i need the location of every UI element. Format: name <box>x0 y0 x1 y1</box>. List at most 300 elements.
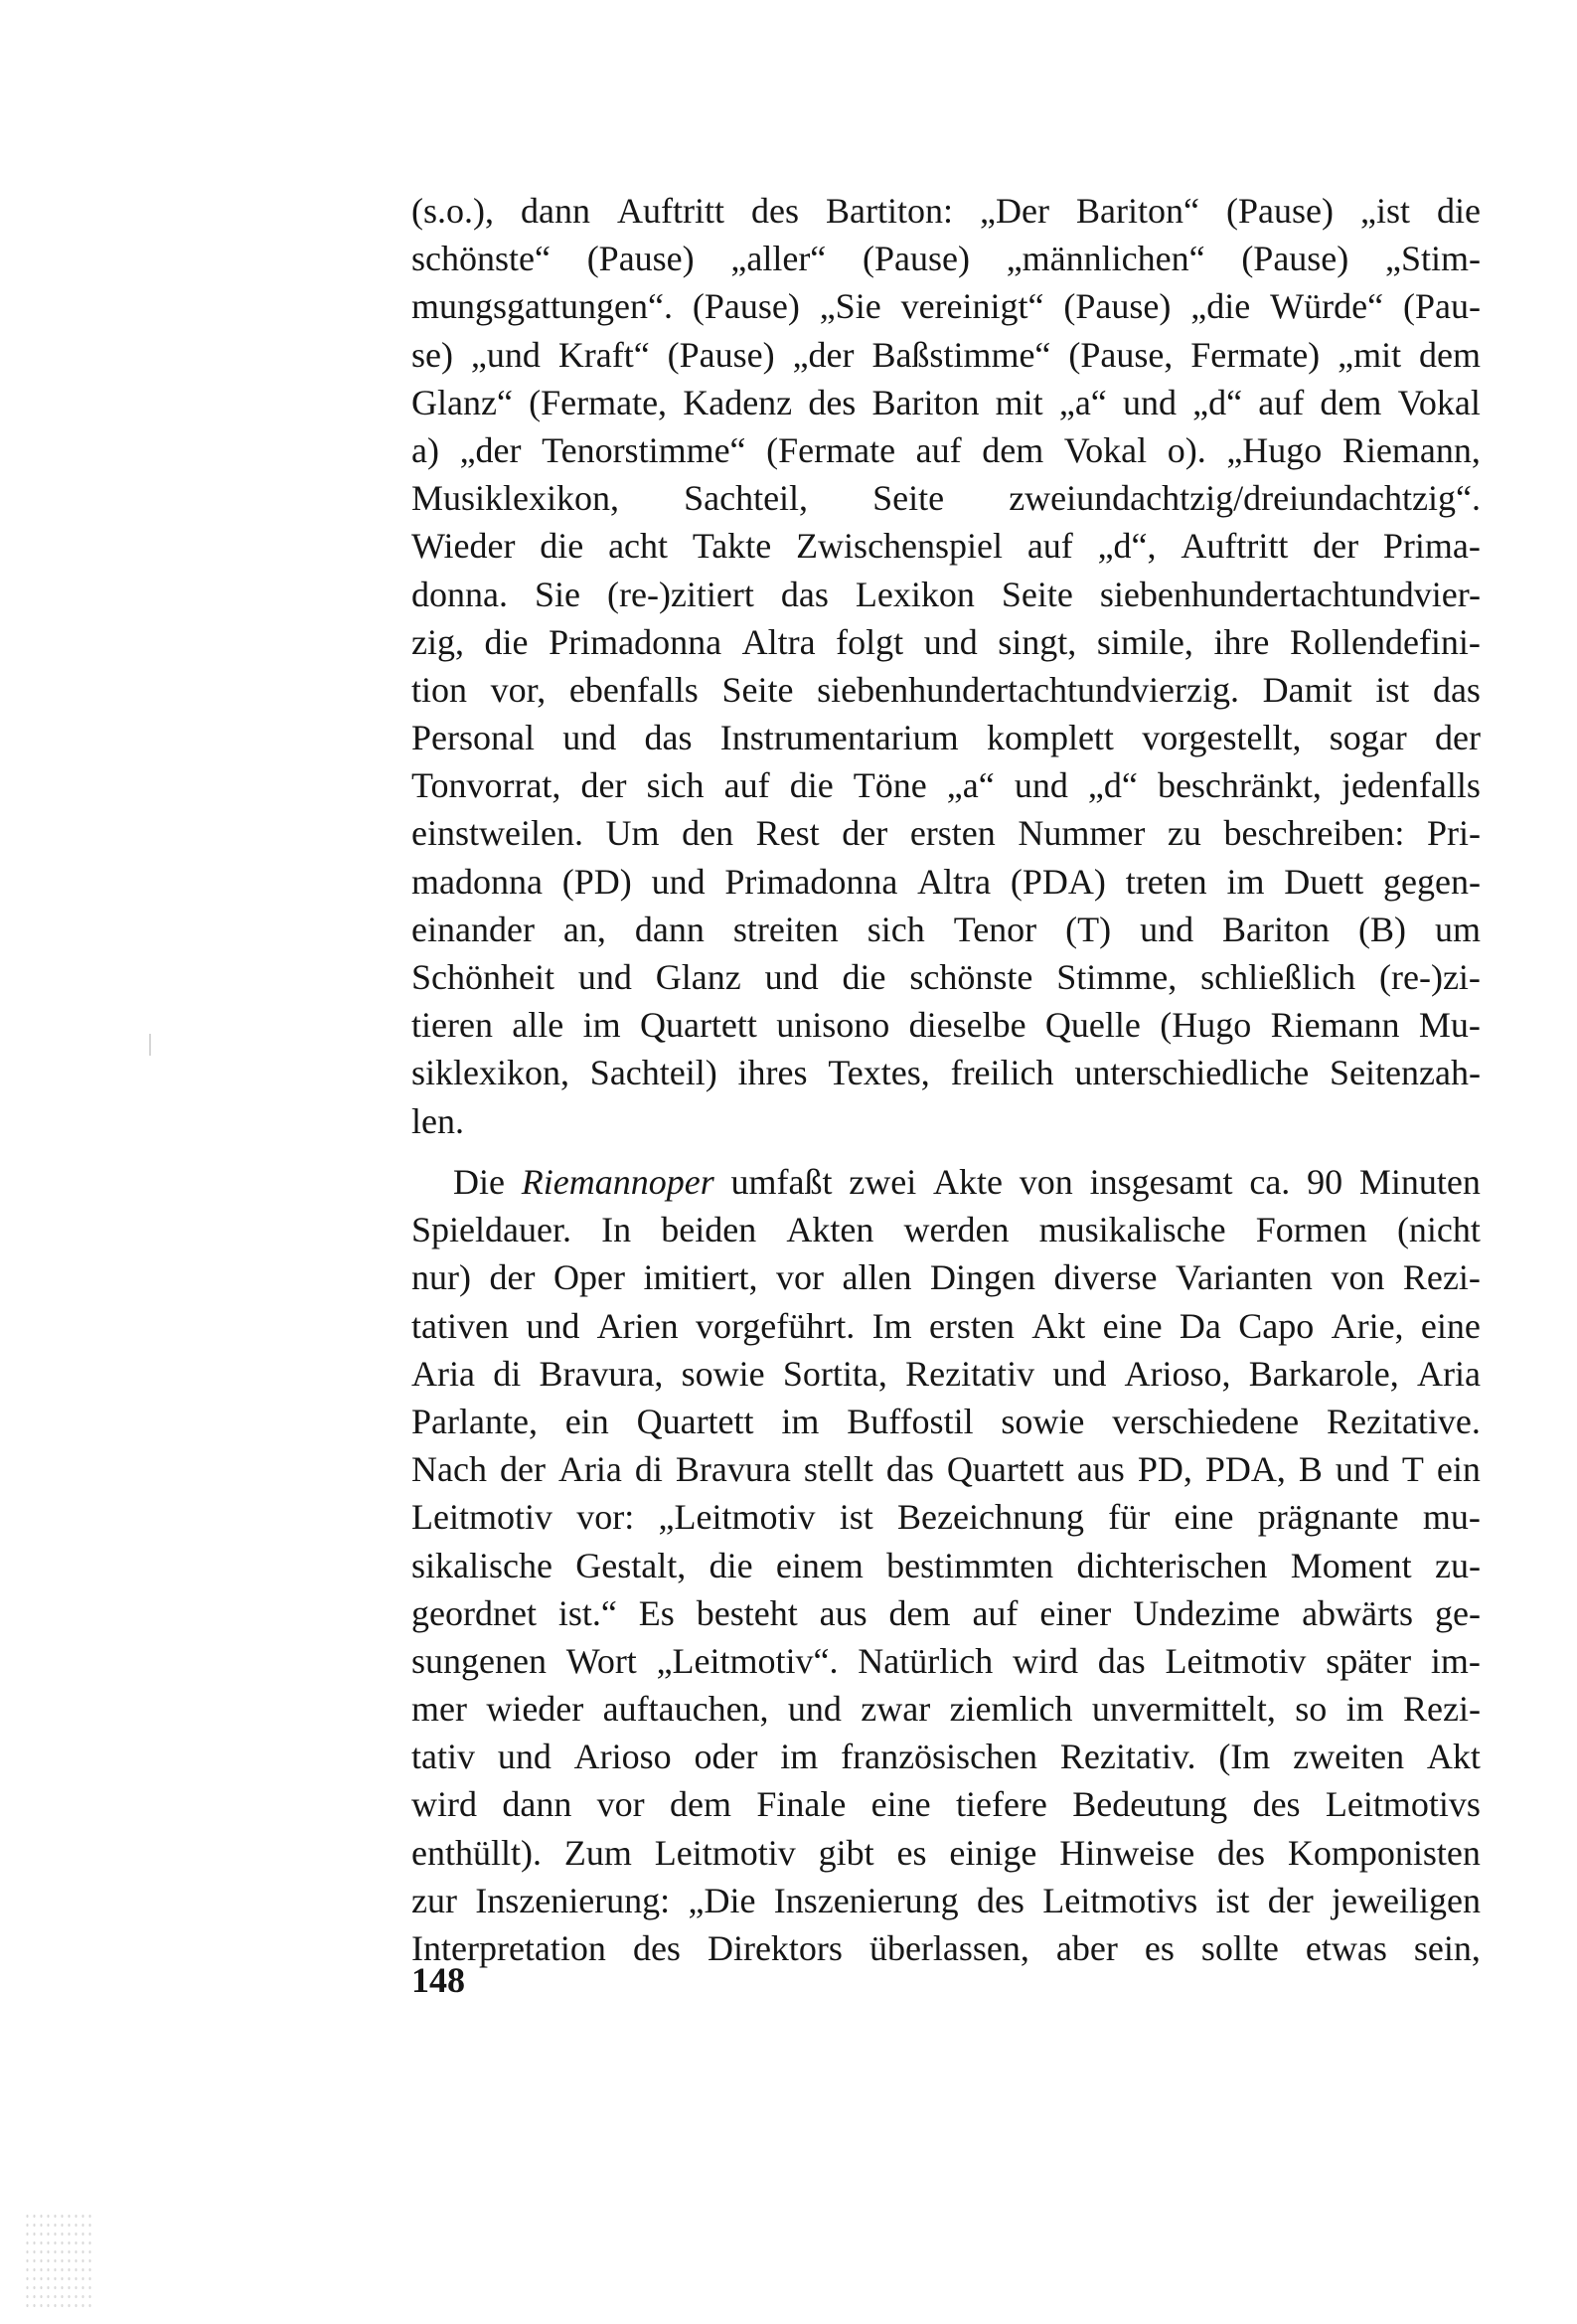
word: Akte <box>933 1162 1004 1202</box>
text-line <box>411 522 1481 570</box>
word: Gestalt, <box>575 1545 687 1585</box>
word: madonna <box>411 861 543 902</box>
word: Inszenierung <box>773 1880 959 1920</box>
word: Direktors <box>707 1928 843 1968</box>
word: geordnet <box>411 1592 537 1633</box>
text-line <box>411 426 1481 474</box>
word: und <box>577 957 632 997</box>
word: zwei <box>849 1162 917 1202</box>
word: Bariton <box>1222 909 1331 949</box>
word: ca. <box>1249 1162 1291 1202</box>
word: Da <box>1179 1305 1221 1346</box>
text-line <box>411 1445 1481 1493</box>
word: zweiten <box>1293 1737 1405 1777</box>
word: und <box>526 1305 580 1346</box>
word: vorgestellt, <box>1142 718 1302 758</box>
word: der <box>489 1257 536 1298</box>
word: diverse <box>1053 1257 1158 1298</box>
word: dem <box>982 429 1044 470</box>
word: (Pause) <box>667 334 775 375</box>
word: mer <box>411 1689 467 1730</box>
word: des <box>976 1880 1025 1920</box>
word: die <box>842 957 886 997</box>
word: und <box>1140 909 1194 949</box>
word: streiten <box>732 909 839 949</box>
word: Quelle <box>1044 1005 1141 1046</box>
word: Aria <box>1416 1353 1481 1394</box>
word: Seite <box>872 478 945 519</box>
word: Schönheit <box>411 957 554 997</box>
text-line <box>411 1733 1481 1780</box>
word: einstweilen. <box>411 813 583 854</box>
page-number: 148 <box>411 1960 465 2000</box>
word: Instrumentarium <box>719 718 959 758</box>
word: ihre <box>1213 621 1270 662</box>
word: vorgeführt. <box>695 1305 856 1346</box>
word: eine <box>1420 1305 1481 1346</box>
word: Glanz“ <box>411 382 513 422</box>
word: simile, <box>1096 621 1193 662</box>
word: zig, <box>411 621 464 662</box>
word: Bezeichnung <box>897 1497 1084 1538</box>
word: „Sie <box>819 286 881 327</box>
word: Mu- <box>1418 1005 1481 1046</box>
word: Rest <box>755 813 820 854</box>
word: (Pause) <box>586 239 695 279</box>
word: Leitmotiv <box>1165 1640 1307 1681</box>
text-line <box>411 1542 1481 1589</box>
word: und <box>923 621 978 662</box>
word: dann <box>634 909 705 949</box>
word: folgt <box>836 621 904 662</box>
text-line <box>411 187 1481 235</box>
word: unisono <box>776 1005 890 1046</box>
word: der <box>499 1449 546 1490</box>
word: „Leitmotiv <box>658 1497 816 1538</box>
word: (T) <box>1065 909 1112 949</box>
word: zu- <box>1435 1545 1481 1585</box>
word: Zum <box>563 1832 632 1873</box>
word: eine <box>870 1784 931 1825</box>
word: (B) <box>1358 909 1406 949</box>
word: ge- <box>1434 1592 1481 1633</box>
word: im- <box>1430 1640 1481 1681</box>
text-line <box>411 1398 1481 1445</box>
word: aus <box>819 1592 867 1633</box>
text-line <box>411 1302 1481 1350</box>
word: Damit <box>1262 669 1352 710</box>
word: Quartett <box>946 1449 1064 1490</box>
word: Bariton <box>871 382 980 422</box>
word: Sachteil, <box>684 478 809 519</box>
word: auf <box>915 429 962 470</box>
word: „d“, <box>1097 526 1157 567</box>
word: und <box>651 861 706 902</box>
word: Altra <box>917 861 992 902</box>
word: auf <box>1026 526 1073 567</box>
word: Formen <box>1255 1210 1367 1250</box>
word: auf <box>1258 382 1305 422</box>
word: Bariton“ <box>1076 191 1199 231</box>
word: freilich <box>950 1053 1054 1093</box>
word: auftauchen, <box>602 1689 769 1730</box>
word: Barkarole, <box>1248 1353 1399 1394</box>
word: zwar <box>861 1689 931 1730</box>
word: Dingen <box>929 1257 1035 1298</box>
word: besteht <box>696 1592 798 1633</box>
word: auf <box>972 1592 1019 1633</box>
text-line <box>411 906 1481 953</box>
text-line <box>411 331 1481 379</box>
word: tiefere <box>955 1784 1047 1825</box>
word: Auftritt <box>617 191 724 231</box>
word: der <box>1313 526 1359 567</box>
text-line <box>411 1780 1481 1828</box>
word: um <box>1434 909 1481 949</box>
word: die <box>709 1545 753 1585</box>
word: das <box>1432 669 1481 710</box>
word: Rollendefini- <box>1289 621 1481 662</box>
text-line <box>411 474 1481 522</box>
word: o). <box>1167 429 1206 470</box>
word: ersten <box>909 813 996 854</box>
word: PD, <box>1137 1449 1192 1490</box>
word: zur <box>411 1880 457 1920</box>
word: zu <box>1167 813 1201 854</box>
word: sogar <box>1329 718 1407 758</box>
word: (Pause) <box>1063 286 1172 327</box>
word: Es <box>638 1592 675 1633</box>
text-line <box>411 1350 1481 1398</box>
word: schließlich <box>1200 957 1356 997</box>
word: Leitmotiv <box>654 1832 796 1873</box>
word: Textes, <box>828 1053 930 1093</box>
word: Seite <box>721 669 794 710</box>
word: (Hugo <box>1160 1005 1252 1046</box>
word: unvermittelt, <box>1091 1689 1276 1730</box>
word: singt, <box>998 621 1077 662</box>
word: das <box>1097 1640 1146 1681</box>
word: von <box>1019 1162 1073 1202</box>
word: Parlante, <box>411 1401 538 1441</box>
word: Akt <box>1031 1305 1086 1346</box>
word: Töne <box>853 765 927 806</box>
word: und <box>497 1737 552 1777</box>
word: im <box>1345 1689 1384 1730</box>
text-line <box>411 858 1481 906</box>
word: (Pause, <box>1068 334 1174 375</box>
word: jeweiligen <box>1332 1880 1481 1920</box>
word: Aria <box>557 1449 622 1490</box>
word: des <box>632 1928 681 1968</box>
word: Arioso <box>573 1737 672 1777</box>
word: Buffostil <box>847 1401 974 1441</box>
word: Interpretation <box>411 1928 606 1968</box>
word: Leitmotivs <box>1042 1880 1198 1920</box>
text-line <box>411 666 1481 714</box>
word: im <box>780 1737 819 1777</box>
word: sich <box>646 765 705 806</box>
word: mu- <box>1422 1497 1481 1538</box>
word: überlassen, <box>868 1928 1029 1968</box>
word: komplett <box>986 718 1114 758</box>
word: Sie <box>534 574 580 614</box>
word: „der <box>459 429 522 470</box>
word: beschränkt, <box>1157 765 1322 806</box>
word: jedenfalls <box>1340 765 1481 806</box>
word: len. <box>411 1100 464 1141</box>
word: das <box>644 718 693 758</box>
word: (Fermate <box>766 429 896 470</box>
word: (Fermate, <box>529 382 668 422</box>
word: Prima- <box>1382 526 1481 567</box>
word: (Pause) <box>1226 191 1334 231</box>
word: siklexikon, <box>411 1053 569 1093</box>
word: tativ <box>411 1737 475 1777</box>
word: Akt <box>1426 1737 1481 1777</box>
text-line <box>411 1049 1481 1096</box>
text-line <box>411 761 1481 809</box>
word: wird <box>1012 1640 1078 1681</box>
text-fragment: Die <box>453 1162 505 1202</box>
word: (Pause) <box>863 239 970 279</box>
word: so <box>1295 1689 1328 1730</box>
word: Nach <box>411 1449 487 1490</box>
word: Stimme, <box>1056 957 1178 997</box>
word: und <box>562 718 617 758</box>
word: dem <box>888 1592 951 1633</box>
word: Tenor <box>953 909 1037 949</box>
text-line <box>411 1589 1481 1637</box>
word: das <box>885 1449 934 1490</box>
word: im <box>1226 861 1265 902</box>
word: etwas <box>1305 1928 1387 1968</box>
word: alle <box>512 1005 564 1046</box>
word: Riemann, <box>1341 429 1481 470</box>
word: aus <box>1076 1449 1125 1490</box>
word: (nicht <box>1396 1210 1481 1250</box>
word: oder <box>694 1737 758 1777</box>
word: sollte <box>1200 1928 1279 1968</box>
word: Pri- <box>1426 813 1481 854</box>
word: und <box>1014 765 1068 806</box>
word: schönste“ <box>411 239 551 279</box>
word: später <box>1326 1640 1412 1681</box>
word: Bedeutung <box>1072 1784 1228 1825</box>
paragraph-1 <box>411 187 1481 1145</box>
word: B <box>1298 1449 1323 1490</box>
word: der <box>1434 718 1481 758</box>
word: bestimmten <box>886 1545 1054 1585</box>
word: ersten <box>928 1305 1015 1346</box>
word: zweiundachtzig/dreiundachtzig“. <box>1009 478 1481 519</box>
paragraph-2-first-line <box>411 1158 1481 1206</box>
text-line <box>411 1253 1481 1301</box>
word: (Pause) <box>692 286 800 327</box>
word: ebenfalls <box>568 669 699 710</box>
word: Nummer <box>1018 813 1146 854</box>
word: Riemann <box>1270 1005 1400 1046</box>
word: eine <box>1102 1305 1163 1346</box>
word: insgesamt <box>1089 1162 1233 1202</box>
word: ist <box>839 1497 873 1538</box>
word: Personal <box>411 718 535 758</box>
word: musikalische <box>1038 1210 1226 1250</box>
word: ist <box>1375 669 1410 710</box>
word: „männlichen“ <box>1006 239 1205 279</box>
word: Natürlich <box>858 1640 994 1681</box>
word: „Der <box>980 191 1049 231</box>
word: Sachteil) <box>589 1053 717 1093</box>
word: Takte <box>692 526 772 567</box>
word: und <box>764 957 819 997</box>
word: einem <box>775 1545 864 1585</box>
text-line <box>411 809 1481 857</box>
text-line <box>411 571 1481 618</box>
word: mungsgattungen“. <box>411 286 673 327</box>
word: dichterischen <box>1076 1545 1268 1585</box>
word: „d“ <box>1192 382 1243 422</box>
word: Glanz <box>655 957 741 997</box>
word: eine <box>1174 1497 1234 1538</box>
text-line <box>411 1493 1481 1541</box>
word: es <box>896 1832 927 1873</box>
word: Rezi- <box>1402 1689 1481 1730</box>
word: aber <box>1055 1928 1118 1968</box>
word: beschreiben: <box>1223 813 1405 854</box>
word: Bartiton: <box>826 191 954 231</box>
word: der <box>842 813 888 854</box>
word: einer <box>1039 1592 1112 1633</box>
word: dem <box>1320 382 1382 422</box>
word: (Im <box>1218 1737 1271 1777</box>
word: vor: <box>576 1497 635 1538</box>
word: sikalische <box>411 1545 552 1585</box>
word: Arien <box>596 1305 679 1346</box>
word: vor <box>775 1257 824 1298</box>
word: einige <box>949 1832 1037 1873</box>
word: Bravura <box>675 1449 791 1490</box>
paragraph-2 <box>411 1158 1481 1972</box>
word: an, <box>562 909 606 949</box>
word: Tonvorrat, <box>411 765 561 806</box>
word: die <box>789 765 834 806</box>
word: Primadonna <box>724 861 898 902</box>
word: die <box>540 526 584 567</box>
word: di <box>634 1449 663 1490</box>
word: ist.“ <box>557 1592 617 1633</box>
word: (Pause) <box>1241 239 1349 279</box>
word: Lexikon <box>855 574 975 614</box>
text-line <box>411 1924 1481 1972</box>
word: des <box>1252 1784 1301 1825</box>
word: Arioso, <box>1124 1353 1231 1394</box>
word: Würde“ <box>1270 286 1384 327</box>
word: siebenhundertachtundvierzig. <box>817 669 1239 710</box>
word: den <box>682 813 734 854</box>
word: „die <box>1190 286 1251 327</box>
word: das <box>780 574 829 614</box>
word: dem <box>670 1784 731 1825</box>
word: und <box>1052 1353 1107 1394</box>
text-line <box>411 1829 1481 1877</box>
word: treten <box>1125 861 1207 902</box>
word: umfaßt <box>730 1162 833 1202</box>
word: (PDA) <box>1010 861 1106 902</box>
word: Zwischenspiel <box>796 526 1004 567</box>
text-line <box>411 1685 1481 1733</box>
word: „der <box>792 334 855 375</box>
word: Arie, <box>1331 1305 1404 1346</box>
word: Seitenzah- <box>1330 1053 1481 1093</box>
word: Duett <box>1284 861 1364 902</box>
text-line <box>411 1206 1481 1253</box>
word: gibt <box>818 1832 874 1873</box>
word: gegen- <box>1383 861 1481 902</box>
word: und <box>787 1689 842 1730</box>
word: di <box>493 1353 522 1394</box>
word: prägnante <box>1257 1497 1399 1538</box>
word: auf <box>723 765 770 806</box>
word: dann <box>521 191 590 231</box>
word: französischen <box>841 1737 1038 1777</box>
word: Quartett <box>636 1401 754 1441</box>
word: (re-)zitiert <box>607 574 754 614</box>
word: beiden <box>661 1210 757 1250</box>
word: „Die <box>688 1880 756 1920</box>
word: Hinweise <box>1059 1832 1195 1873</box>
word: vor <box>596 1784 645 1825</box>
text-line <box>411 379 1481 426</box>
word: verschiedene <box>1112 1401 1300 1441</box>
word: dann <box>502 1784 572 1825</box>
word: des <box>808 382 857 422</box>
word: Auftritt <box>1181 526 1289 567</box>
word: donna. <box>411 574 508 614</box>
word: (PD) <box>561 861 632 902</box>
text-line <box>411 282 1481 330</box>
word: T <box>1401 1449 1424 1490</box>
word: des <box>751 191 800 231</box>
word: „Hugo <box>1226 429 1323 470</box>
text-line <box>411 1001 1481 1049</box>
word: „ist <box>1359 191 1410 231</box>
work-title: Riemannoper <box>521 1162 714 1202</box>
word: abwärts <box>1302 1592 1414 1633</box>
word: dem <box>1419 334 1481 375</box>
word: Wieder <box>411 526 516 567</box>
word: sowie <box>1001 1401 1085 1441</box>
word: von <box>1331 1257 1385 1298</box>
word: allen <box>842 1257 912 1298</box>
word: stellt <box>803 1449 873 1490</box>
word: wird <box>411 1784 477 1825</box>
word: mit <box>995 382 1043 422</box>
word: Fermate) <box>1190 334 1321 375</box>
word: Leitmotivs <box>1325 1784 1481 1825</box>
word: der <box>1267 1880 1314 1920</box>
word: „Stim- <box>1385 239 1481 279</box>
word: Rezitativ <box>905 1353 1035 1394</box>
word: imitiert, <box>643 1257 758 1298</box>
word: Vokal <box>1397 382 1481 422</box>
word: Rezi- <box>1402 1257 1481 1298</box>
word: Aria <box>411 1353 475 1394</box>
word: tieren <box>411 1005 493 1046</box>
word: acht <box>608 526 669 567</box>
word: a) <box>411 429 439 470</box>
word: tion <box>411 669 468 710</box>
